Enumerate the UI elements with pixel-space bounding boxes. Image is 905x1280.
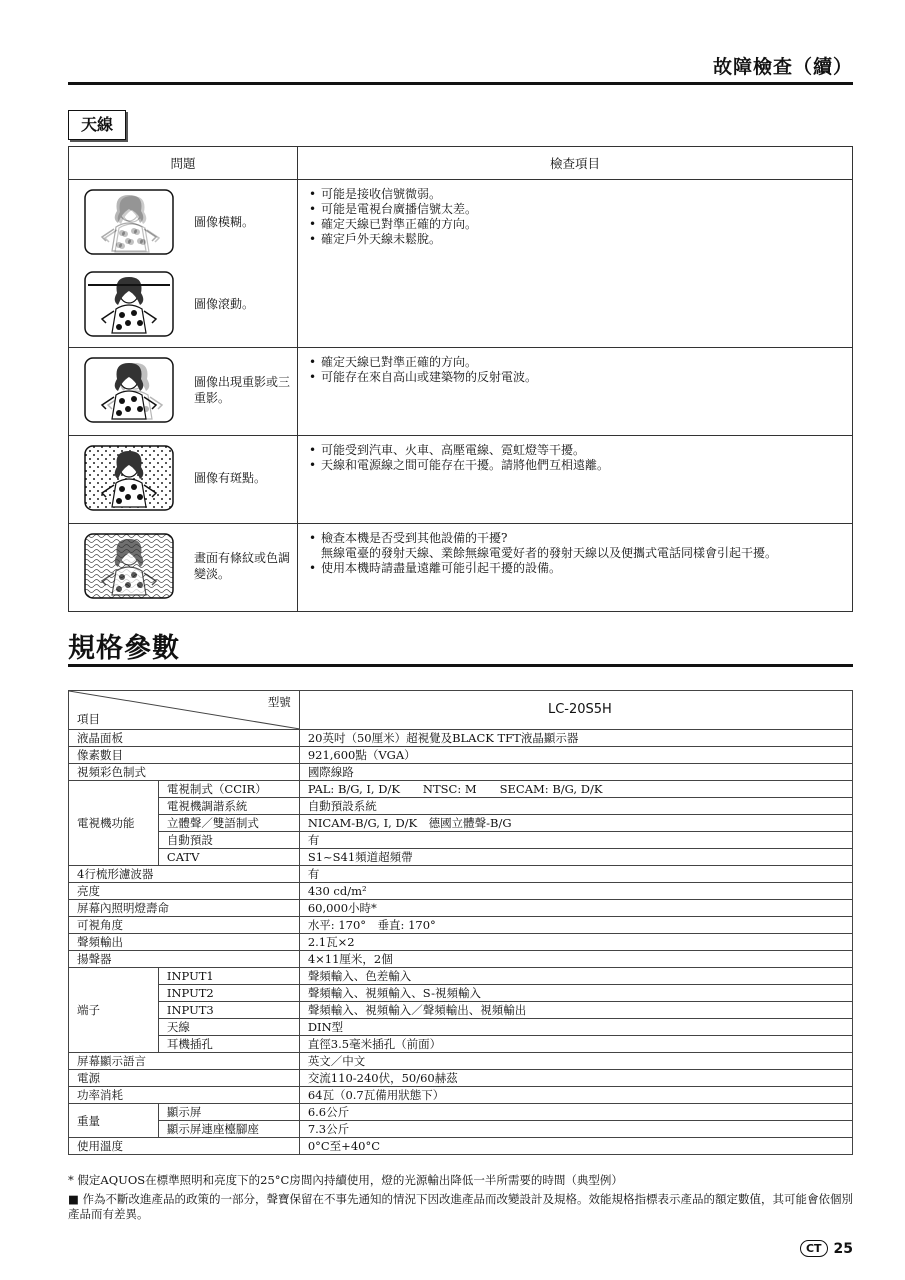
table-row <box>69 798 853 815</box>
spec-value: 交流110-240伏，50/60赫茲 <box>299 1070 852 1087</box>
spec-item: 屏幕顯示語言 <box>69 1053 300 1070</box>
table-row <box>69 524 853 612</box>
table-row <box>69 951 853 968</box>
table-row <box>69 866 853 883</box>
spec-value: 4×11厘米，2個 <box>299 951 852 968</box>
check-list <box>299 181 851 247</box>
table-row <box>69 436 853 524</box>
model-name: LC-20S5H <box>299 691 852 730</box>
spec-value: 2.1瓦×2 <box>299 934 852 951</box>
footnote-asterisk: * 假定AQUOS在標準照明和亮度下的25°C房間內持續使用，燈的光源輸出降低一半所需要的時間（典型例） <box>68 1173 623 1187</box>
spec-value: NICAM-B/G, I, D/K 德國立體聲-B/G <box>299 815 852 832</box>
spec-value: 0°C至+40°C <box>299 1138 852 1155</box>
spec-value: PAL: B/G, I, D/K NTSC: M SECAM: B/G, D/K <box>299 781 852 798</box>
check-item: • 可能存在來自高山或建築物的反射電波。 <box>309 370 841 385</box>
spec-value: 聲頻輸入、色差輸入 <box>299 968 852 985</box>
column-header-check: 檢查項目 <box>297 147 852 180</box>
check-item: • 可能是電視台廣播信號太差。 <box>309 202 841 217</box>
tv-rolling-image-icon <box>84 271 174 337</box>
check-list <box>299 437 851 473</box>
table-row <box>69 781 853 798</box>
table-row <box>69 747 853 764</box>
spec-item: 聲頻輸出 <box>69 934 300 951</box>
spec-subitem: 顯示屏 <box>158 1104 299 1121</box>
table-row <box>69 1002 853 1019</box>
tv-ghost-image-icon <box>84 357 174 423</box>
problem-item <box>70 181 296 263</box>
spec-value: 聲頻輸入、視頻輸入／聲頻輸出、視頻輸出 <box>299 1002 852 1019</box>
table-row <box>69 917 853 934</box>
spec-value: DIN型 <box>299 1019 852 1036</box>
problem-item <box>70 437 296 519</box>
problem-item <box>70 525 296 607</box>
spec-value: 國際線路 <box>299 764 852 781</box>
table-row <box>69 1019 853 1036</box>
spec-value: 直徑3.5毫米插孔（前面） <box>299 1036 852 1053</box>
table-row <box>69 1087 853 1104</box>
check-item: • 檢查本機是否受到其他設備的干擾? <box>309 531 841 546</box>
spec-subitem: 天線 <box>158 1019 299 1036</box>
spec-value: 430 cd/m² <box>299 883 852 900</box>
table-row <box>69 1070 853 1087</box>
table-row <box>69 985 853 1002</box>
table-row <box>69 1121 853 1138</box>
language-badge: CT <box>800 1240 828 1257</box>
spec-subitem: 自動預設 <box>158 832 299 849</box>
table-row <box>69 1104 853 1121</box>
spec-subitem: 立體聲／雙語制式 <box>158 815 299 832</box>
check-item: • 確定戶外天線未鬆脫。 <box>309 232 841 247</box>
spec-item: 屏幕內照明燈壽命 <box>69 900 300 917</box>
table-row <box>69 180 853 348</box>
problem-label: 圖像有斑點。 <box>194 471 267 485</box>
specs-header-row <box>69 691 853 730</box>
spec-subitem: INPUT2 <box>158 985 299 1002</box>
problem-item <box>70 349 296 431</box>
table-row <box>69 849 853 866</box>
specs-divider <box>68 664 853 667</box>
tv-dots-image-icon <box>84 445 174 511</box>
check-item: • 確定天線已對準正確的方向。 <box>309 355 841 370</box>
item-label: 項目 <box>77 712 100 726</box>
footnote-notice: ■ 作為不斷改進產品的政策的一部分，聲寶保留在不事先通知的情況下因改進產品而改變設計及規格。效能規格指標表示產品的額定數值，其可能會依個別產品而有差異。 <box>68 1192 854 1221</box>
table-row <box>69 934 853 951</box>
spec-item: 可視角度 <box>69 917 300 934</box>
spec-value: 921,600點（VGA） <box>299 747 852 764</box>
tv-blurred-image-icon <box>84 189 174 255</box>
spec-item: 視頻彩色制式 <box>69 764 300 781</box>
spec-value: 60,000小時* <box>299 900 852 917</box>
spec-value: 6.6公斤 <box>299 1104 852 1121</box>
section-tab-antenna: 天線 <box>68 110 126 140</box>
spec-item: 揚聲器 <box>69 951 300 968</box>
check-item: • 確定天線已對準正確的方向。 <box>309 217 841 232</box>
spec-item: 像素數目 <box>69 747 300 764</box>
table-row <box>69 1138 853 1155</box>
spec-item: 亮度 <box>69 883 300 900</box>
spec-subitem: CATV <box>158 849 299 866</box>
problem-item <box>70 263 296 345</box>
check-item: • 可能是接收信號微弱。 <box>309 187 841 202</box>
spec-subitem: INPUT3 <box>158 1002 299 1019</box>
spec-value: 有 <box>299 832 852 849</box>
check-list <box>299 349 851 385</box>
spec-subitem: INPUT1 <box>158 968 299 985</box>
spec-subitem: 電視制式（CCIR） <box>158 781 299 798</box>
problem-label: 畫面有條紋或色調變淡。 <box>194 551 291 581</box>
spec-value: S1~S41頻道超頻帶 <box>299 849 852 866</box>
spec-subitem: 顯示屏連座檯腳座 <box>158 1121 299 1138</box>
table-row <box>69 832 853 849</box>
check-item: • 可能受到汽車、火車、高壓電線、霓虹燈等干擾。 <box>309 443 841 458</box>
table-row <box>69 730 853 747</box>
troubleshooting-table <box>68 146 853 612</box>
table-row <box>69 900 853 917</box>
spec-item: 液晶面板 <box>69 730 300 747</box>
spec-subitem: 電視機調諧系統 <box>158 798 299 815</box>
spec-value: 水平: 170° 垂直: 170° <box>299 917 852 934</box>
spec-item: 使用溫度 <box>69 1138 300 1155</box>
page-title: 故障檢查（續） <box>712 56 853 78</box>
spec-value: 7.3公斤 <box>299 1121 852 1138</box>
problem-label: 圖像出現重影或三重影。 <box>194 375 291 405</box>
specs-title: 規格參數 <box>68 633 180 664</box>
table-row <box>69 1036 853 1053</box>
spec-value: 英文／中文 <box>299 1053 852 1070</box>
problem-label: 圖像滾動。 <box>194 297 255 311</box>
spec-value: 聲頻輸入、視頻輸入、S-視頻輸入 <box>299 985 852 1002</box>
column-header-problem: 問題 <box>69 147 298 180</box>
diagonal-line <box>69 691 300 729</box>
spec-item: 電源 <box>69 1070 300 1087</box>
page-number <box>800 1240 853 1257</box>
specs-table <box>68 690 853 1155</box>
spec-group: 重量 <box>69 1104 159 1138</box>
spec-value: 自動預設系統 <box>299 798 852 815</box>
table-row <box>69 764 853 781</box>
spec-group: 端子 <box>69 968 159 1053</box>
model-label: 型號 <box>267 695 291 709</box>
spec-item: 功率消耗 <box>69 1087 300 1104</box>
check-item-continued: 無線電臺的發射天線、業餘無線電愛好者的發射天線以及便攜式電話同樣會引起干擾。 <box>320 546 777 560</box>
table-row <box>69 815 853 832</box>
tv-stripes-image-icon <box>84 533 174 599</box>
check-item: • 使用本機時請盡量遠離可能引起干擾的設備。 <box>309 561 841 576</box>
page-number-value: 25 <box>833 1240 853 1257</box>
spec-value: 有 <box>299 866 852 883</box>
header-diagonal-cell <box>69 691 300 730</box>
check-item: • 天線和電源線之間可能存在干擾。請將他們互相遠離。 <box>309 458 841 473</box>
table-row <box>69 1053 853 1070</box>
table-row <box>69 348 853 436</box>
spec-value: 64瓦（0.7瓦備用狀態下） <box>299 1087 852 1104</box>
check-list <box>299 525 851 576</box>
spec-item: 4行梳形濾波器 <box>69 866 300 883</box>
table-row <box>69 883 853 900</box>
spec-subitem: 耳機插孔 <box>158 1036 299 1053</box>
spec-value: 20英吋（50厘米）超視覺及BLACK TFT液晶顯示器 <box>299 730 852 747</box>
header-divider <box>68 82 853 85</box>
problem-label: 圖像模糊。 <box>194 215 255 229</box>
spec-group: 電視機功能 <box>69 781 159 866</box>
table-row <box>69 968 853 985</box>
